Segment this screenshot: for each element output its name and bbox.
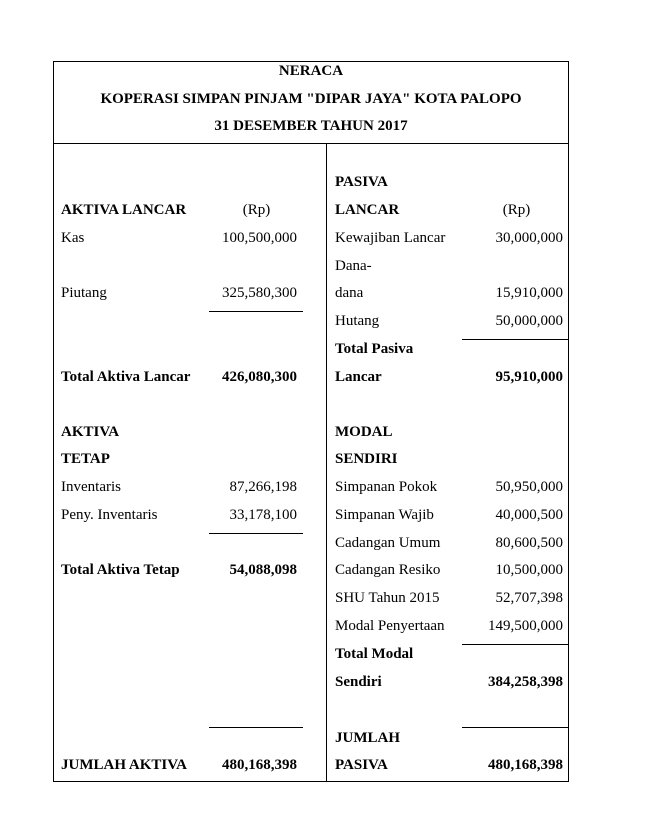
total-pasiva-lancar-value: 95,910,000: [495, 369, 563, 385]
total-pasiva-lancar-label-line2: Lancar: [335, 369, 382, 385]
jumlah-aktiva-rule: [209, 727, 303, 728]
piutang-label: Piutang: [61, 285, 107, 301]
total-aktiva-tetap-label: Total Aktiva Tetap: [61, 562, 180, 578]
aktiva-tetap-heading-line2: TETAP: [61, 451, 110, 467]
hutang-label: Hutang: [335, 313, 380, 329]
jumlah-pasiva-rule: [462, 727, 569, 728]
aktiva-rp-label: (Rp): [242, 202, 271, 218]
cadangan-resiko-value: 10,500,000: [495, 562, 563, 578]
dana-value: 15,910,000: [495, 285, 563, 301]
pasiva-lancar-heading-line1: PASIVA: [335, 174, 388, 190]
dana-label-line2: dana: [335, 285, 364, 301]
simpanan-pokok-label: Simpanan Pokok: [335, 479, 438, 495]
simpanan-wajib-value: 40,000,500: [495, 507, 563, 523]
jumlah-pasiva-label-line2: PASIVA: [335, 757, 388, 773]
organization-name: KOPERASI SIMPAN PINJAM "DIPAR JAYA" KOTA PALOPO: [100, 91, 522, 107]
aktiva-lancar-subtotal-rule: [209, 311, 303, 312]
modal-sendiri-heading-line2: SENDIRI: [335, 451, 398, 467]
piutang-value: 325,580,300: [222, 285, 297, 301]
peny-inventaris-label: Peny. Inventaris: [61, 507, 158, 523]
kas-label: Kas: [61, 230, 85, 246]
total-modal-sendiri-value: 384,258,398: [488, 674, 563, 690]
jumlah-aktiva-label: JUMLAH AKTIVA: [61, 757, 187, 773]
aktiva-tetap-heading-line1: AKTIVA: [61, 424, 120, 440]
peny-inventaris-value: 33,178,100: [229, 507, 297, 523]
column-divider: [326, 143, 327, 782]
jumlah-aktiva-value: 480,168,398: [222, 757, 297, 773]
cadangan-umum-value: 80,600,500: [495, 535, 563, 551]
cadangan-resiko-label: Cadangan Resiko: [335, 562, 441, 578]
jumlah-pasiva-value: 480,168,398: [488, 757, 563, 773]
aktiva-lancar-heading: AKTIVA LANCAR: [61, 202, 187, 218]
dana-label-line1: Dana-: [335, 258, 372, 274]
kas-value: 100,500,000: [222, 230, 297, 246]
pasiva-lancar-heading-line2: LANCAR: [335, 202, 400, 218]
modal-sendiri-heading-line1: MODAL: [335, 424, 393, 440]
cadangan-umum-label: Cadangan Umum: [335, 535, 441, 551]
total-aktiva-lancar-value: 426,080,300: [222, 369, 297, 385]
simpanan-pokok-value: 50,950,000: [495, 479, 563, 495]
inventaris-label: Inventaris: [61, 479, 121, 495]
shu-label: SHU Tahun 2015: [335, 590, 440, 606]
kewajiban-lancar-value: 30,000,000: [495, 230, 563, 246]
inventaris-value: 87,266,198: [229, 479, 297, 495]
modal-penyertaan-value: 149,500,000: [488, 618, 563, 634]
jumlah-pasiva-label-line1: JUMLAH: [335, 730, 400, 746]
total-pasiva-lancar-label-line1: Total Pasiva: [335, 341, 414, 357]
total-modal-sendiri-label-line1: Total Modal: [335, 646, 414, 662]
modal-penyertaan-label: Modal Penyertaan: [335, 618, 445, 634]
total-aktiva-lancar-label: Total Aktiva Lancar: [61, 369, 191, 385]
pasiva-lancar-subtotal-rule: [462, 339, 569, 340]
pasiva-rp-label: (Rp): [502, 202, 531, 218]
statement-date: 31 DESEMBER TAHUN 2017: [214, 118, 408, 134]
shu-value: 52,707,398: [495, 590, 563, 606]
kewajiban-lancar-label: Kewajiban Lancar: [335, 230, 446, 246]
header-divider: [53, 143, 569, 144]
document-title: NERACA: [278, 63, 344, 79]
total-modal-sendiri-label-line2: Sendiri: [335, 674, 382, 690]
hutang-value: 50,000,000: [495, 313, 563, 329]
aktiva-tetap-subtotal-rule: [209, 533, 303, 534]
simpanan-wajib-label: Simpanan Wajib: [335, 507, 434, 523]
modal-sendiri-subtotal-rule: [462, 644, 569, 645]
total-aktiva-tetap-value: 54,088,098: [229, 562, 297, 578]
